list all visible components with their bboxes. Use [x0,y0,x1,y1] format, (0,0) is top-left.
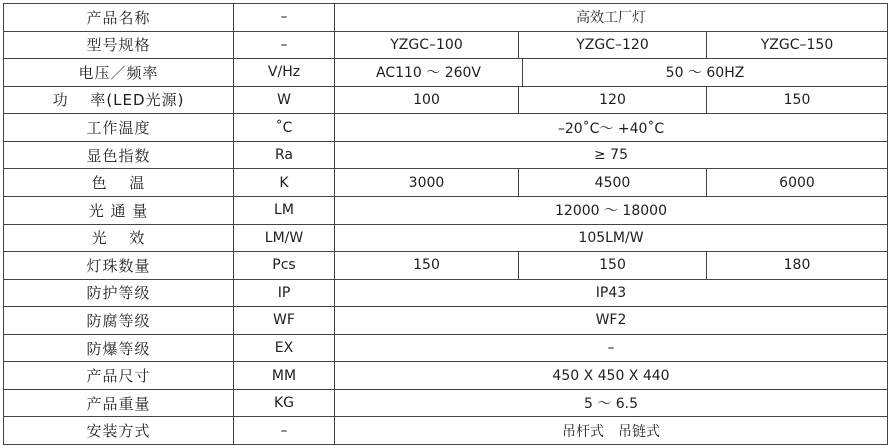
unit-dimensions: MM [234,362,335,390]
row-ip-rating [4,279,888,307]
row-explosion-rating [4,334,888,362]
row-model [4,31,888,59]
value-frequency: 50 ～ 60HZ [523,59,888,87]
label-luminous-flux: 光 通 量 [4,196,234,224]
unit-led-count: Pcs [234,252,335,280]
unit-ip-rating: IP [234,279,335,307]
value-led-count-100: 150 [335,252,519,280]
value-voltage: AC110 ～ 260V [335,59,523,87]
unit-corrosion-rating: WF [234,307,335,335]
label-corrosion-rating: 防腐等级 [4,307,234,335]
row-color-temp [4,169,888,197]
row-cri [4,141,888,169]
value-model-120: YZGC–120 [519,31,707,59]
label-cri: 显色指数 [4,141,234,169]
value-mounting: 吊杆式 吊链式 [335,417,888,445]
value-model-150: YZGC–150 [707,31,888,59]
value-product-name: 高效工厂灯 [335,4,888,32]
row-dimensions [4,362,888,390]
label-product-name: 产品名称 [4,4,234,32]
value-cri: ≥ 75 [335,141,888,169]
label-efficacy: 光 效 [4,224,234,252]
value-power-120: 120 [519,86,707,114]
label-weight: 产品重量 [4,389,234,417]
value-ip-rating: IP43 [335,279,888,307]
value-model-100: YZGC–100 [335,31,519,59]
label-led-count: 灯珠数量 [4,252,234,280]
label-explosion-rating: 防爆等级 [4,334,234,362]
row-mounting [4,417,888,445]
value-color-temp-120: 4500 [519,169,707,197]
label-mounting: 安装方式 [4,417,234,445]
label-voltage: 电压／频率 [4,59,234,87]
value-power-150: 150 [707,86,888,114]
value-led-count-150: 180 [707,252,888,280]
label-ip-rating: 防护等级 [4,279,234,307]
value-led-count-120: 150 [519,252,707,280]
row-weight [4,389,888,417]
value-temperature: –20˚C～ +40˚C [335,114,888,142]
label-temperature: 工作温度 [4,114,234,142]
value-corrosion-rating: WF2 [335,307,888,335]
label-color-temp: 色 温 [4,169,234,197]
spec-table [3,3,888,445]
value-color-temp-150: 6000 [707,169,888,197]
row-efficacy [4,224,888,252]
row-led-count [4,252,888,280]
row-product-name [4,4,888,32]
unit-cri: Ra [234,141,335,169]
label-power: 功 率(LED光源) [4,86,234,114]
unit-power: W [234,86,335,114]
unit-color-temp: K [234,169,335,197]
row-temperature [4,114,888,142]
value-color-temp-100: 3000 [335,169,519,197]
unit-explosion-rating: EX [234,334,335,362]
unit-product-name: – [234,4,335,32]
row-voltage [4,59,888,87]
unit-temperature: ˚C [234,114,335,142]
label-dimensions: 产品尺寸 [4,362,234,390]
label-model: 型号规格 [4,31,234,59]
value-luminous-flux: 12000 ～ 18000 [335,196,888,224]
value-weight: 5 ～ 6.5 [335,389,888,417]
unit-efficacy: LM/W [234,224,335,252]
unit-weight: KG [234,389,335,417]
row-corrosion-rating [4,307,888,335]
unit-voltage: V/Hz [234,59,335,87]
unit-luminous-flux: LM [234,196,335,224]
unit-mounting: – [234,417,335,445]
value-efficacy: 105LM/W [335,224,888,252]
row-luminous-flux [4,196,888,224]
unit-model: – [234,31,335,59]
value-dimensions: 450 X 450 X 440 [335,362,888,390]
value-power-100: 100 [335,86,519,114]
row-power [4,86,888,114]
value-explosion-rating: – [335,334,888,362]
